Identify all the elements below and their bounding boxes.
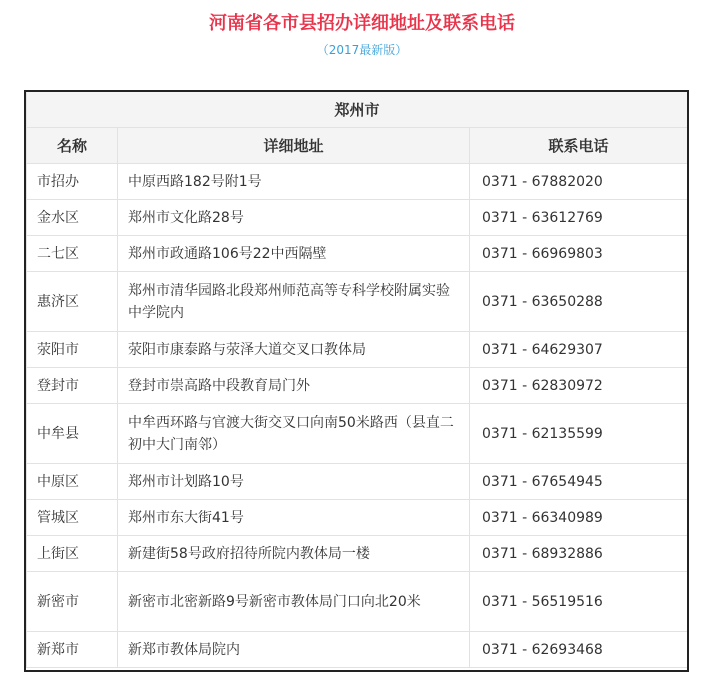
table-row — [27, 572, 688, 632]
office-name: 新郑市 — [27, 632, 118, 668]
table-row — [27, 332, 688, 368]
table-row — [27, 464, 688, 500]
table-row — [27, 368, 688, 404]
column-header-row — [27, 128, 688, 164]
office-phone: 0371 - 64629307 — [470, 332, 688, 368]
office-address: 登封市崇高路中段教育局门外 — [118, 368, 470, 404]
office-address: 郑州市清华园路北段郑州师范高等专科学校附属实验中学院内 — [118, 272, 470, 332]
office-phone: 0371 - 62693468 — [470, 632, 688, 668]
office-name: 荥阳市 — [27, 332, 118, 368]
office-phone: 0371 - 62135599 — [470, 404, 688, 464]
table-row — [27, 536, 688, 572]
table-row — [27, 164, 688, 200]
table-row — [27, 200, 688, 236]
office-phone: 0371 - 63650288 — [470, 272, 688, 332]
office-phone: 0371 - 68932886 — [470, 536, 688, 572]
office-name: 中牟县 — [27, 404, 118, 464]
office-phone: 0371 - 66969803 — [470, 236, 688, 272]
page-subtitle: （2017最新版） — [316, 43, 408, 57]
office-phone: 0371 - 67882020 — [470, 164, 688, 200]
office-address: 中牟西环路与官渡大街交叉口向南50米路西（县直二初中大门南邻） — [118, 404, 470, 464]
office-address: 新密市北密新路9号新密市教体局门口向北20米 — [118, 572, 470, 632]
office-address: 郑州市东大街41号 — [118, 500, 470, 536]
city-header-row — [27, 92, 688, 128]
column-header-name: 名称 — [27, 128, 118, 164]
office-phone: 0371 - 66340989 — [470, 500, 688, 536]
office-name: 二七区 — [27, 236, 118, 272]
office-phone: 0371 - 62830972 — [470, 368, 688, 404]
office-address: 中原西路182号附1号 — [118, 164, 470, 200]
office-table — [26, 92, 688, 668]
office-address: 新建街58号政府招待所院内教体局一楼 — [118, 536, 470, 572]
office-table-frame — [24, 90, 689, 672]
office-name: 新密市 — [27, 572, 118, 632]
office-name: 上街区 — [27, 536, 118, 572]
page-title: 河南省各市县招办详细地址及联系电话 — [209, 13, 515, 34]
office-address: 郑州市政通路106号22中西隔壁 — [118, 236, 470, 272]
office-address: 新郑市教体局院内 — [118, 632, 470, 668]
office-name: 中原区 — [27, 464, 118, 500]
table-row — [27, 272, 688, 332]
table-row — [27, 500, 688, 536]
office-phone: 0371 - 67654945 — [470, 464, 688, 500]
office-name: 惠济区 — [27, 272, 118, 332]
office-address: 荥阳市康泰路与荥泽大道交叉口教体局 — [118, 332, 470, 368]
column-header-address: 详细地址 — [118, 128, 470, 164]
office-phone: 0371 - 56519516 — [470, 572, 688, 632]
table-row — [27, 404, 688, 464]
office-name: 金水区 — [27, 200, 118, 236]
office-name: 市招办 — [27, 164, 118, 200]
office-address: 郑州市文化路28号 — [118, 200, 470, 236]
table-row — [27, 236, 688, 272]
city-name: 郑州市 — [27, 92, 688, 128]
office-name: 管城区 — [27, 500, 118, 536]
table-row — [27, 632, 688, 668]
office-name: 登封市 — [27, 368, 118, 404]
office-phone: 0371 - 63612769 — [470, 200, 688, 236]
office-address: 郑州市计划路10号 — [118, 464, 470, 500]
column-header-phone: 联系电话 — [470, 128, 688, 164]
